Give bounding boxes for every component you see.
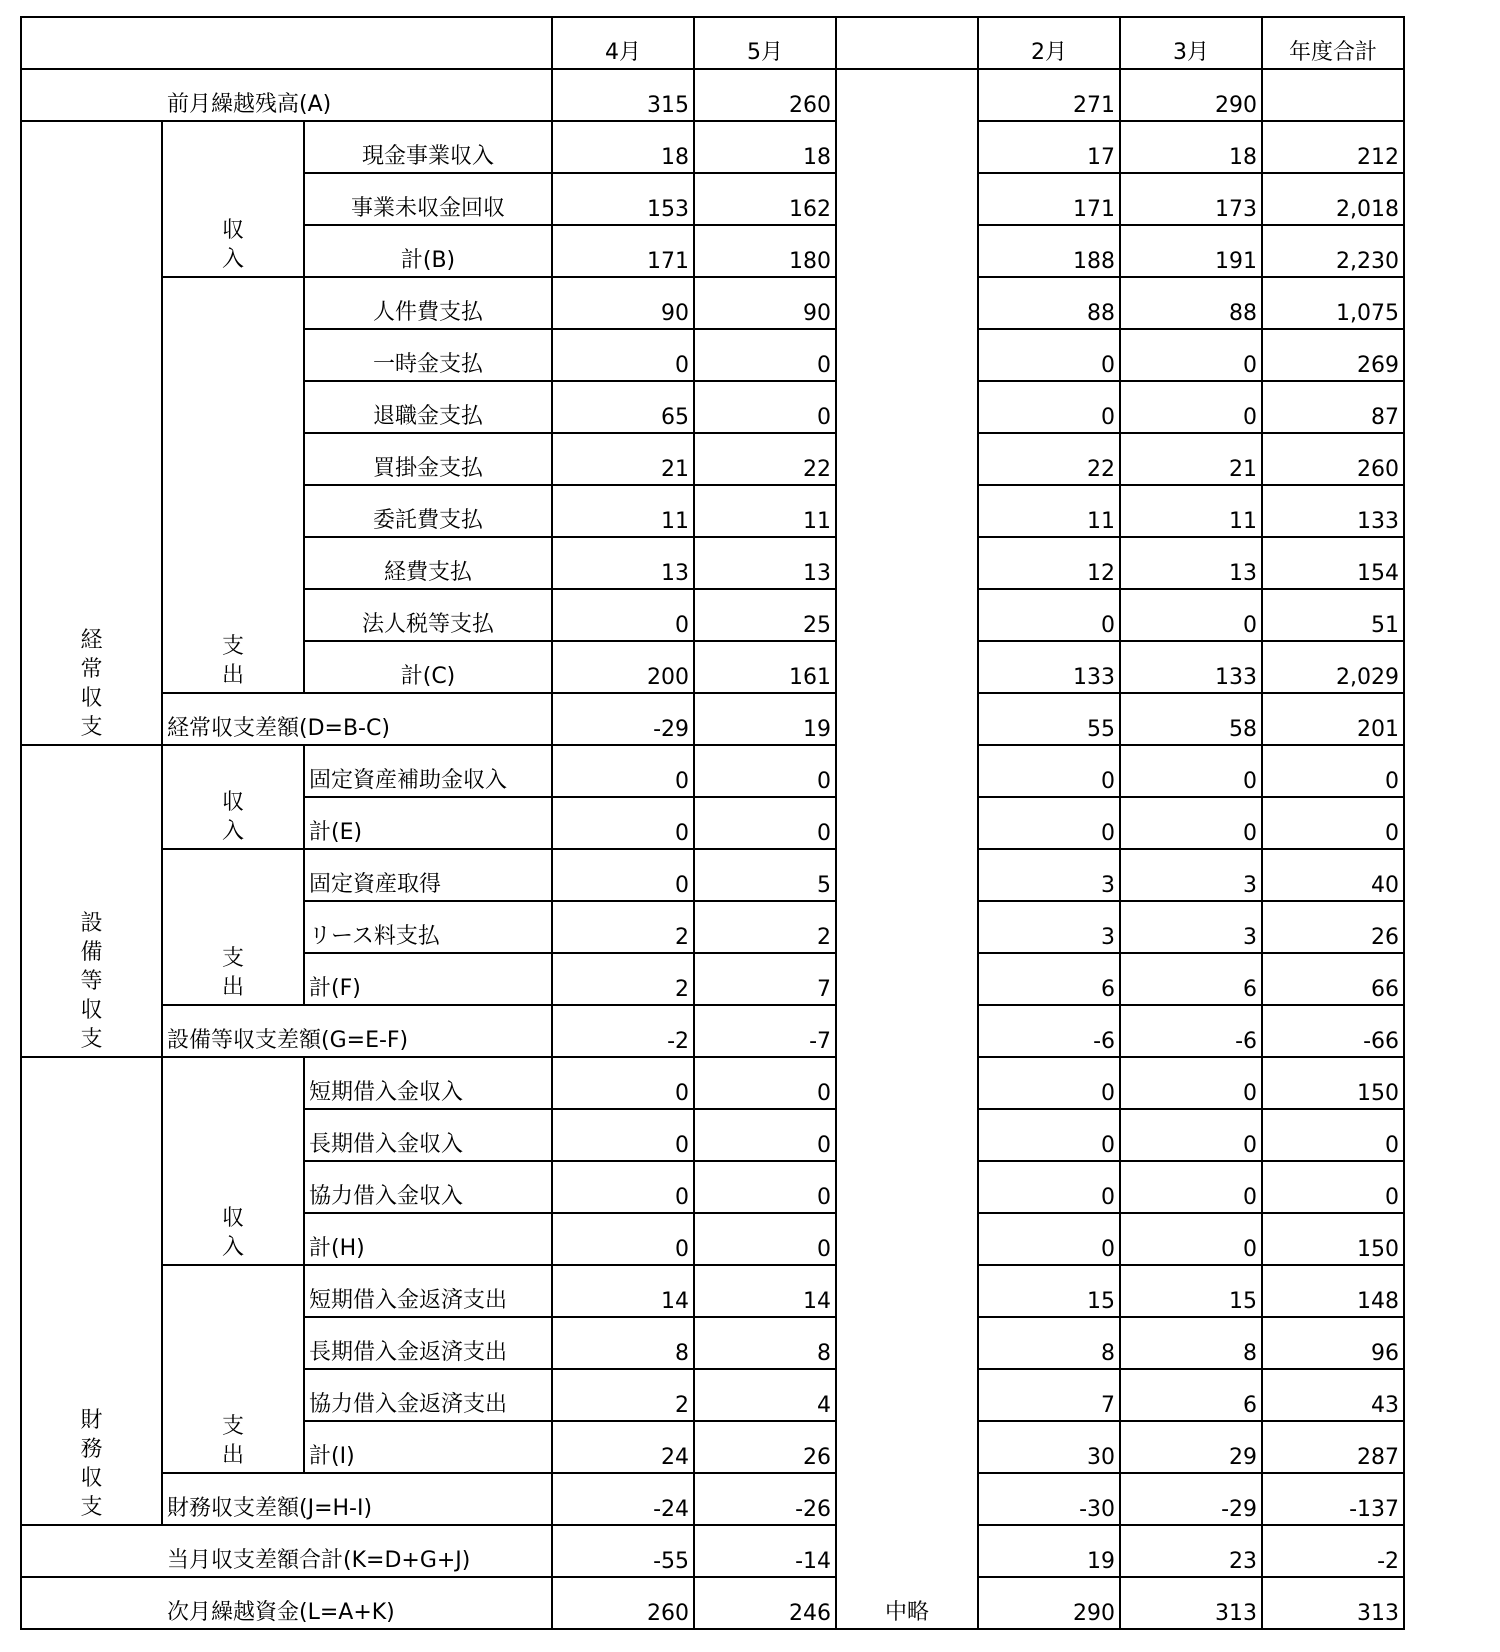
value-annual-total: 87 xyxy=(1262,381,1404,433)
value-annual-total: 2,029 xyxy=(1262,641,1404,693)
value-4月: 0 xyxy=(552,745,694,797)
value-4月: 0 xyxy=(552,797,694,849)
value-annual-total: 0 xyxy=(1262,1109,1404,1161)
value-5月: -7 xyxy=(694,1005,836,1057)
value-annual-total: 148 xyxy=(1262,1265,1404,1317)
value-4月: 0 xyxy=(552,849,694,901)
value-3月: 0 xyxy=(1120,1213,1262,1265)
value-annual-total: 201 xyxy=(1262,693,1404,745)
value-annual-total: 26 xyxy=(1262,901,1404,953)
value-annual-total: -137 xyxy=(1262,1473,1404,1525)
value-3月: 313 xyxy=(1120,1577,1262,1629)
value-annual-total: 133 xyxy=(1262,485,1404,537)
value-4月: 21 xyxy=(552,433,694,485)
value-5月: -26 xyxy=(694,1473,836,1525)
row-label: 計(I) xyxy=(304,1421,552,1473)
value-3月: 0 xyxy=(1120,1109,1262,1161)
value-3月: 29 xyxy=(1120,1421,1262,1473)
income-name: 収入 xyxy=(221,790,244,844)
value-5月: 162 xyxy=(694,173,836,225)
table-row xyxy=(21,1265,1404,1317)
value-annual-total: -66 xyxy=(1262,1005,1404,1057)
header-month: 3月 xyxy=(1120,17,1262,69)
section-name: 財務収支 xyxy=(80,1408,103,1520)
value-5月: 0 xyxy=(694,745,836,797)
row-label: 計(B) xyxy=(304,225,552,277)
row-label: 人件費支払 xyxy=(304,277,552,329)
value-annual-total: 2,018 xyxy=(1262,173,1404,225)
value-2月: 30 xyxy=(978,1421,1120,1473)
value-2月: 271 xyxy=(978,69,1120,121)
value-2月: 22 xyxy=(978,433,1120,485)
value-2月: 11 xyxy=(978,485,1120,537)
row-label: 協力借入金返済支出 xyxy=(304,1369,552,1421)
value-5月: 180 xyxy=(694,225,836,277)
value-annual-total: 313 xyxy=(1262,1577,1404,1629)
value-2月: 15 xyxy=(978,1265,1120,1317)
value-5月: 7 xyxy=(694,953,836,1005)
value-3月: 6 xyxy=(1120,1369,1262,1421)
value-2月: 88 xyxy=(978,277,1120,329)
value-5月: 90 xyxy=(694,277,836,329)
value-3月: 191 xyxy=(1120,225,1262,277)
value-5月: 0 xyxy=(694,381,836,433)
value-annual-total: 150 xyxy=(1262,1213,1404,1265)
value-annual-total xyxy=(1262,69,1404,121)
value-3月: 88 xyxy=(1120,277,1262,329)
value-3月: 11 xyxy=(1120,485,1262,537)
row-label: 短期借入金収入 xyxy=(304,1057,552,1109)
value-annual-total: 287 xyxy=(1262,1421,1404,1473)
value-4月: 153 xyxy=(552,173,694,225)
row-label: 短期借入金返済支出 xyxy=(304,1265,552,1317)
value-2月: 0 xyxy=(978,589,1120,641)
row-label: 長期借入金収入 xyxy=(304,1109,552,1161)
income-name: 収入 xyxy=(221,218,244,272)
row-label: 協力借入金収入 xyxy=(304,1161,552,1213)
value-annual-total: 43 xyxy=(1262,1369,1404,1421)
value-5月: 0 xyxy=(694,1109,836,1161)
value-annual-total: 260 xyxy=(1262,433,1404,485)
income-group-label xyxy=(162,745,304,849)
value-5月: 0 xyxy=(694,329,836,381)
value-2月: -6 xyxy=(978,1005,1120,1057)
value-3月: -29 xyxy=(1120,1473,1262,1525)
value-3月: 3 xyxy=(1120,901,1262,953)
section-label xyxy=(21,121,162,745)
value-2月: 3 xyxy=(978,849,1120,901)
row-label: 法人税等支払 xyxy=(304,589,552,641)
value-3月: 0 xyxy=(1120,329,1262,381)
row-label: 現金事業収入 xyxy=(304,121,552,173)
expense-name: 支出 xyxy=(221,946,244,1000)
value-3月: 58 xyxy=(1120,693,1262,745)
row-label: リース料支払 xyxy=(304,901,552,953)
value-3月: 3 xyxy=(1120,849,1262,901)
value-2月: 188 xyxy=(978,225,1120,277)
value-annual-total: 51 xyxy=(1262,589,1404,641)
value-5月: 0 xyxy=(694,1213,836,1265)
value-2月: 0 xyxy=(978,329,1120,381)
value-2月: 133 xyxy=(978,641,1120,693)
value-2月: 0 xyxy=(978,1213,1120,1265)
value-4月: 2 xyxy=(552,1369,694,1421)
value-4月: 0 xyxy=(552,1161,694,1213)
row-label: 前月繰越残高(A) xyxy=(21,69,552,121)
row-label: 固定資産取得 xyxy=(304,849,552,901)
value-5月: 13 xyxy=(694,537,836,589)
value-2月: 3 xyxy=(978,901,1120,953)
value-3月: 0 xyxy=(1120,589,1262,641)
value-annual-total: 96 xyxy=(1262,1317,1404,1369)
value-annual-total: 150 xyxy=(1262,1057,1404,1109)
value-5月: 18 xyxy=(694,121,836,173)
balance-label: 経常収支差額(D=B-C) xyxy=(162,693,552,745)
value-2月: 0 xyxy=(978,1161,1120,1213)
balance-label: 設備等収支差額(G=E-F) xyxy=(162,1005,552,1057)
value-2月: 171 xyxy=(978,173,1120,225)
row-label: 事業未収金回収 xyxy=(304,173,552,225)
value-2月: 17 xyxy=(978,121,1120,173)
expense-name: 支出 xyxy=(221,634,244,688)
expense-name: 支出 xyxy=(221,1414,244,1468)
omitted-cell: 中略 xyxy=(836,69,978,1629)
value-5月: 14 xyxy=(694,1265,836,1317)
value-5月: 0 xyxy=(694,1057,836,1109)
balance-label: 財務収支差額(J=H-I) xyxy=(162,1473,552,1525)
row-label: 計(H) xyxy=(304,1213,552,1265)
value-4月: 18 xyxy=(552,121,694,173)
value-3月: 0 xyxy=(1120,797,1262,849)
value-2月: 7 xyxy=(978,1369,1120,1421)
value-5月: -14 xyxy=(694,1525,836,1577)
value-3月: 6 xyxy=(1120,953,1262,1005)
income-group-label xyxy=(162,1057,304,1265)
value-4月: 2 xyxy=(552,953,694,1005)
value-5月: 26 xyxy=(694,1421,836,1473)
row-label: 計(F) xyxy=(304,953,552,1005)
carry-out-row xyxy=(21,1577,1404,1629)
value-3月: 18 xyxy=(1120,121,1262,173)
value-3月: 13 xyxy=(1120,537,1262,589)
value-3月: 21 xyxy=(1120,433,1262,485)
table-row xyxy=(21,745,1404,797)
value-5月: 0 xyxy=(694,1161,836,1213)
section-label xyxy=(21,745,162,1057)
value-5月: 260 xyxy=(694,69,836,121)
value-4月: -2 xyxy=(552,1005,694,1057)
value-3月: 23 xyxy=(1120,1525,1262,1577)
carry-in-row xyxy=(21,69,1404,121)
value-2月: 0 xyxy=(978,1057,1120,1109)
value-4月: 8 xyxy=(552,1317,694,1369)
value-3月: 8 xyxy=(1120,1317,1262,1369)
value-4月: 90 xyxy=(552,277,694,329)
value-3月: 0 xyxy=(1120,745,1262,797)
row-label: 経費支払 xyxy=(304,537,552,589)
value-annual-total: 40 xyxy=(1262,849,1404,901)
header-row xyxy=(21,17,1404,69)
table-row xyxy=(21,277,1404,329)
value-annual-total: 1,075 xyxy=(1262,277,1404,329)
value-2月: 0 xyxy=(978,1109,1120,1161)
value-5月: 246 xyxy=(694,1577,836,1629)
value-5月: 0 xyxy=(694,797,836,849)
section-name: 設備等収支 xyxy=(80,911,103,1052)
section-name: 経常収支 xyxy=(80,628,103,740)
value-4月: 65 xyxy=(552,381,694,433)
value-2月: 55 xyxy=(978,693,1120,745)
value-5月: 22 xyxy=(694,433,836,485)
income-name: 収入 xyxy=(221,1206,244,1260)
value-2月: 19 xyxy=(978,1525,1120,1577)
value-annual-total: 66 xyxy=(1262,953,1404,1005)
value-4月: 200 xyxy=(552,641,694,693)
value-4月: 13 xyxy=(552,537,694,589)
header-month: 5月 xyxy=(694,17,836,69)
value-4月: 315 xyxy=(552,69,694,121)
value-3月: 0 xyxy=(1120,1057,1262,1109)
value-3月: -6 xyxy=(1120,1005,1262,1057)
value-annual-total: -2 xyxy=(1262,1525,1404,1577)
value-3月: 173 xyxy=(1120,173,1262,225)
income-group-label xyxy=(162,121,304,277)
header-annual-total: 年度合計 xyxy=(1262,17,1404,69)
balance-row xyxy=(21,1473,1404,1525)
value-2月: 0 xyxy=(978,745,1120,797)
value-annual-total: 212 xyxy=(1262,121,1404,173)
value-annual-total: 0 xyxy=(1262,797,1404,849)
value-5月: 161 xyxy=(694,641,836,693)
value-5月: 19 xyxy=(694,693,836,745)
table-row xyxy=(21,849,1404,901)
value-4月: 171 xyxy=(552,225,694,277)
value-5月: 8 xyxy=(694,1317,836,1369)
row-label: 買掛金支払 xyxy=(304,433,552,485)
value-3月: 290 xyxy=(1120,69,1262,121)
value-4月: 0 xyxy=(552,1057,694,1109)
monthly-total-row xyxy=(21,1525,1404,1577)
row-label: 退職金支払 xyxy=(304,381,552,433)
balance-row xyxy=(21,1005,1404,1057)
value-4月: -55 xyxy=(552,1525,694,1577)
value-2月: 0 xyxy=(978,381,1120,433)
balance-row xyxy=(21,693,1404,745)
value-4月: 14 xyxy=(552,1265,694,1317)
value-3月: 0 xyxy=(1120,381,1262,433)
value-4月: 11 xyxy=(552,485,694,537)
value-4月: 260 xyxy=(552,1577,694,1629)
value-5月: 11 xyxy=(694,485,836,537)
expense-group-label xyxy=(162,849,304,1005)
value-3月: 0 xyxy=(1120,1161,1262,1213)
value-4月: 0 xyxy=(552,329,694,381)
row-label: 次月繰越資金(L=A+K) xyxy=(21,1577,552,1629)
row-label: 一時金支払 xyxy=(304,329,552,381)
row-label: 委託費支払 xyxy=(304,485,552,537)
value-4月: 2 xyxy=(552,901,694,953)
value-2月: 290 xyxy=(978,1577,1120,1629)
value-5月: 5 xyxy=(694,849,836,901)
value-2月: 8 xyxy=(978,1317,1120,1369)
value-annual-total: 2,230 xyxy=(1262,225,1404,277)
value-5月: 4 xyxy=(694,1369,836,1421)
row-label: 当月収支差額合計(K=D+G+J) xyxy=(21,1525,552,1577)
table-row xyxy=(21,121,1404,173)
value-2月: 12 xyxy=(978,537,1120,589)
value-3月: 15 xyxy=(1120,1265,1262,1317)
value-4月: 0 xyxy=(552,589,694,641)
header-blank-mid xyxy=(836,17,978,69)
header-month: 4月 xyxy=(552,17,694,69)
value-4月: 0 xyxy=(552,1213,694,1265)
row-label: 計(E) xyxy=(304,797,552,849)
header-blank xyxy=(21,17,552,69)
value-2月: 6 xyxy=(978,953,1120,1005)
value-5月: 25 xyxy=(694,589,836,641)
value-annual-total: 269 xyxy=(1262,329,1404,381)
row-label: 計(C) xyxy=(304,641,552,693)
header-month: 2月 xyxy=(978,17,1120,69)
value-5月: 2 xyxy=(694,901,836,953)
value-4月: 24 xyxy=(552,1421,694,1473)
table-row xyxy=(21,1057,1404,1109)
value-4月: -29 xyxy=(552,693,694,745)
row-label: 長期借入金返済支出 xyxy=(304,1317,552,1369)
value-2月: 0 xyxy=(978,797,1120,849)
value-annual-total: 0 xyxy=(1262,1161,1404,1213)
expense-group-label xyxy=(162,277,304,693)
row-label: 固定資産補助金収入 xyxy=(304,745,552,797)
cash-flow-table xyxy=(20,16,1405,1630)
expense-group-label xyxy=(162,1265,304,1473)
value-4月: 0 xyxy=(552,1109,694,1161)
value-4月: -24 xyxy=(552,1473,694,1525)
value-annual-total: 0 xyxy=(1262,745,1404,797)
section-label xyxy=(21,1057,162,1525)
value-2月: -30 xyxy=(978,1473,1120,1525)
value-annual-total: 154 xyxy=(1262,537,1404,589)
value-3月: 133 xyxy=(1120,641,1262,693)
